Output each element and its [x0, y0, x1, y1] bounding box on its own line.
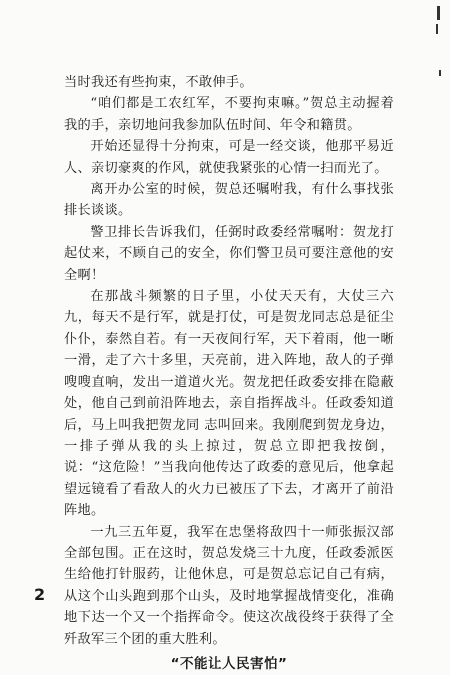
section-heading: “不能让人民害怕” [170, 655, 288, 672]
paragraph: 当时我还有些拘束，不敢伸手。 [64, 75, 253, 90]
scan-edge-mark [437, 6, 440, 20]
paragraph: 一九三五年夏，我军在忠堡将敌四十一师张振汉部全部包围。正在这时，贺总发烧三十九度，任政委派医生给他打针服药，让他休息，可是贺总忘记自己有病，从这个山头跑到那个山头，及时地掌握战情变化，准确地下达一个又一个指挥命令。使这次战役终于获得了全歼敌军三个团的重大胜利。 [64, 524, 394, 647]
paragraph: 开始还显得十分拘束，可是一经交谈，他那平易近人、亲切豪爽的作风，就使我紧张的心情一扫而光了。 [64, 139, 394, 176]
scan-edge-mark [439, 70, 441, 76]
scan-edge-mark [436, 24, 438, 34]
paragraph: 离开办公室的时候，贺总还嘱咐我，有什么事找张排长谈谈。 [64, 182, 394, 219]
paragraph: “咱们都是工农红军，不要拘束嘛。”贺总主动握着我的手，亲切地问我参加队伍时间、年令和籍贯。 [64, 96, 394, 133]
paragraph: 警卫排长告诉我们，任弼时政委经常嘱咐：贺龙打起仗来，不顾自己的安全，你们警卫员可要注意他的安全啊！ [64, 224, 394, 283]
body-text [64, 72, 394, 675]
paragraph: 在那战斗频繁的日子里，小仗天天有，大仗三六九，每天不是行军，就是打仗，可是贺龙同志总是征尘仆仆，泰然自若。有一天夜间行军，天下着雨，他一晰一滑，走了六十多里，天亮前，进入阵地，敌人的子弹嗖嗖直响，发出一道道火光。贺龙把任政委安排在隐蔽处，他自己到前沿阵地去，亲自指挥战斗。任政委知道后，马上叫我把贺龙同 志叫回来。我刚爬到贺龙身边，一排子弹从我的头上掠过，贺总立即把我按倒，说：“这危险！”当我向他传达了政委的意见后，他拿起望远镜看了看敌人的火力已被压了下去，才离开了前沿阵地。 [64, 289, 394, 519]
page-number: 2 [34, 585, 46, 604]
